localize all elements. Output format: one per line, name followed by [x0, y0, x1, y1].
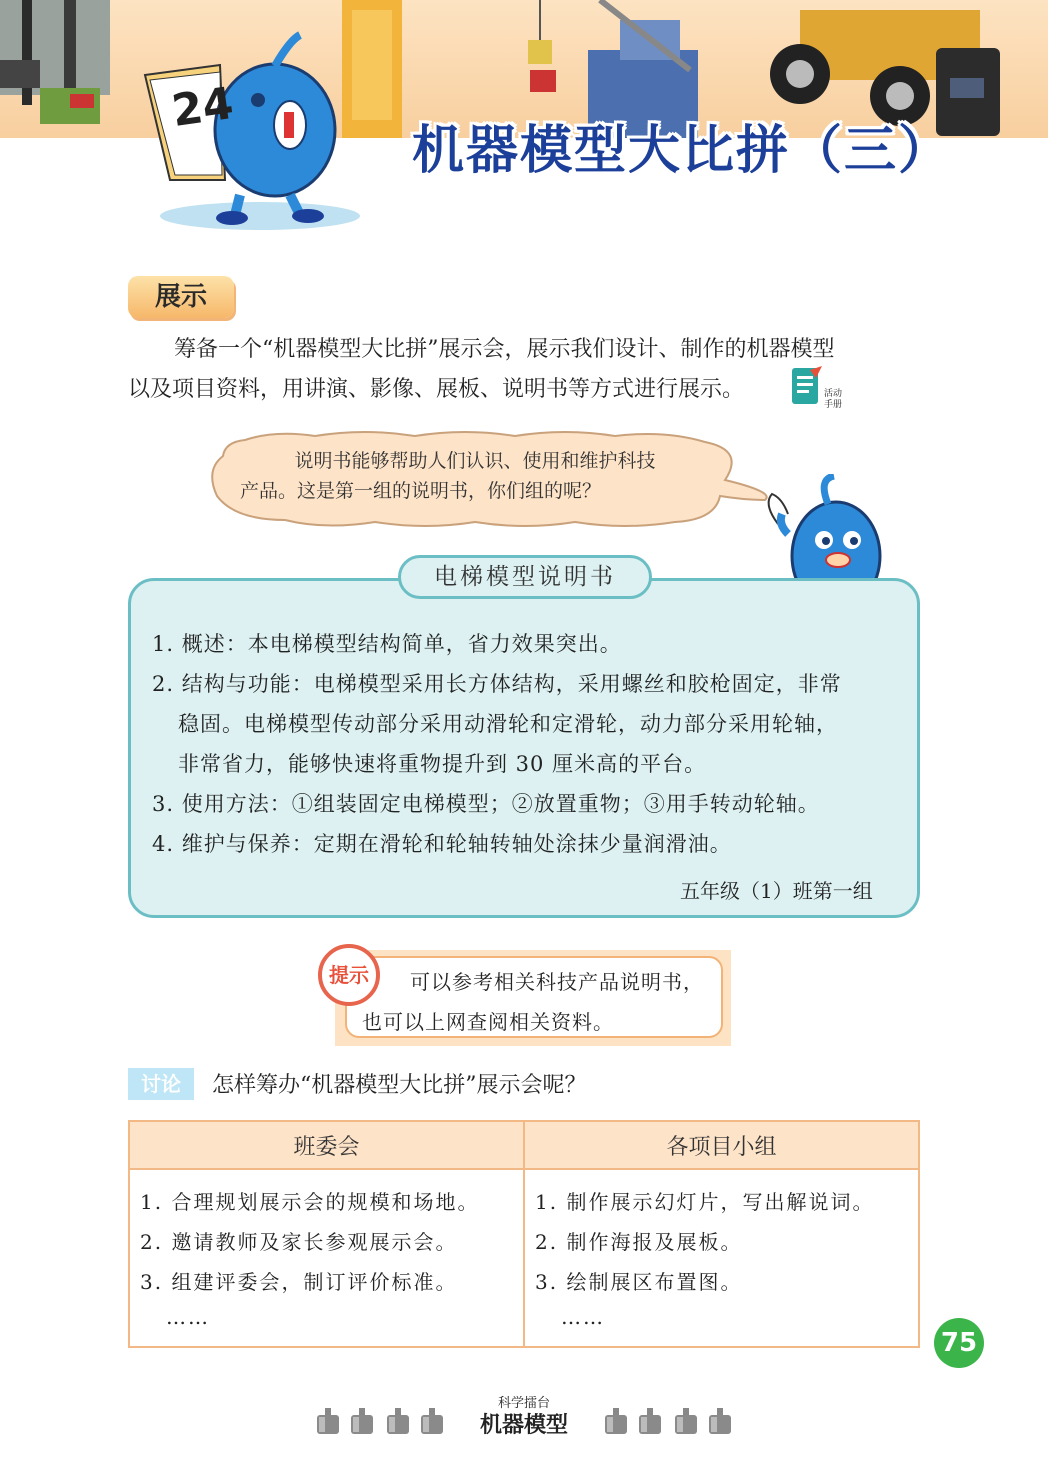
weight-icon	[420, 1408, 444, 1434]
table-cell-project-groups	[524, 1169, 919, 1347]
tip-line-1: 可以参考相关科技产品说明书，	[410, 970, 704, 994]
weight-icon	[638, 1408, 662, 1434]
tip-badge: 提示	[318, 944, 380, 1006]
manual-signature: 五年级（1）班第一组	[680, 879, 873, 903]
table-cell-class-committee	[129, 1169, 524, 1347]
manual-item-structure-line2: 稳固。电梯模型传动部分采用动滑轮和定滑轮，动力部分采用轮轴，	[178, 712, 838, 736]
tip-line-2: 也可以上网查阅相关资料。	[362, 1010, 614, 1034]
list-item: 3. 组建评委会，制订评价标准。	[140, 1270, 458, 1294]
manual-item-usage: 3. 使用方法：①组装固定电梯模型；②放置重物；③用手转动轮轴。	[152, 792, 820, 816]
table-header-class-committee: 班委会	[129, 1121, 524, 1169]
table-header-project-groups: 各项目小组	[524, 1121, 919, 1169]
page-title: 机器模型大比拼（三）	[412, 121, 953, 181]
manual-item-overview: 1. 概述：本电梯模型结构简单，省力效果突出。	[152, 632, 622, 656]
speech-bubble-text	[240, 446, 710, 506]
page-number: 75	[934, 1318, 984, 1368]
manual-item-maintenance: 4. 维护与保养：定期在滑轮和轮轴转轴处涂抹少量润滑油。	[152, 832, 732, 856]
list-item: 3. 绘制展区布置图。	[535, 1270, 743, 1294]
discussion-tag: 讨论	[128, 1068, 194, 1100]
section-tag-show: 展示	[128, 276, 234, 318]
lesson-number: 24	[168, 77, 237, 138]
list-item: ……	[166, 1305, 210, 1329]
list-item: 1. 合理规划展示会的规模和场地。	[140, 1190, 480, 1214]
weight-icon	[350, 1408, 374, 1434]
weight-icon	[674, 1408, 698, 1434]
list-item: ……	[561, 1305, 605, 1329]
intro-paragraph-line2: 以及项目资料，用讲演、影像、展板、说明书等方式进行展示。	[128, 377, 745, 402]
activity-icon-label-1: 活动	[824, 389, 843, 399]
list-item: 2. 邀请教师及家长参观展示会。	[140, 1230, 458, 1254]
list-item: 2. 制作海报及展板。	[535, 1230, 743, 1254]
discussion-question: 怎样筹办“机器模型大比拼”展示会呢？	[212, 1073, 587, 1098]
weight-icon	[386, 1408, 410, 1434]
footer-book-title: 机器模型	[479, 1413, 568, 1438]
plan-table	[128, 1120, 920, 1348]
manual-title: 电梯模型说明书	[398, 555, 652, 599]
speech-line-2: 产品。这是第一组的说明书，你们组的呢？	[240, 480, 602, 502]
activity-handbook-icon	[790, 366, 846, 408]
weight-icon	[708, 1408, 732, 1434]
list-item: 1. 制作展示幻灯片，写出解说词。	[535, 1190, 875, 1214]
intro-paragraph-line1: 筹备一个“机器模型大比拼”展示会，展示我们设计、制作的机器模型	[174, 337, 835, 362]
weight-icon	[316, 1408, 340, 1434]
speech-line-1: 说明书能够帮助人们认识、使用和维护科技	[294, 450, 656, 472]
activity-icon-label-2: 手册	[824, 400, 843, 410]
weight-icon	[604, 1408, 628, 1434]
footer-series: 科学擂台	[497, 1396, 550, 1411]
manual-item-structure-line3: 非常省力，能够快速将重物提升到 30 厘米高的平台。	[178, 752, 707, 776]
manual-item-structure-line1: 2. 结构与功能：电梯模型采用长方体结构，采用螺丝和胶枪固定，非常	[152, 672, 842, 696]
